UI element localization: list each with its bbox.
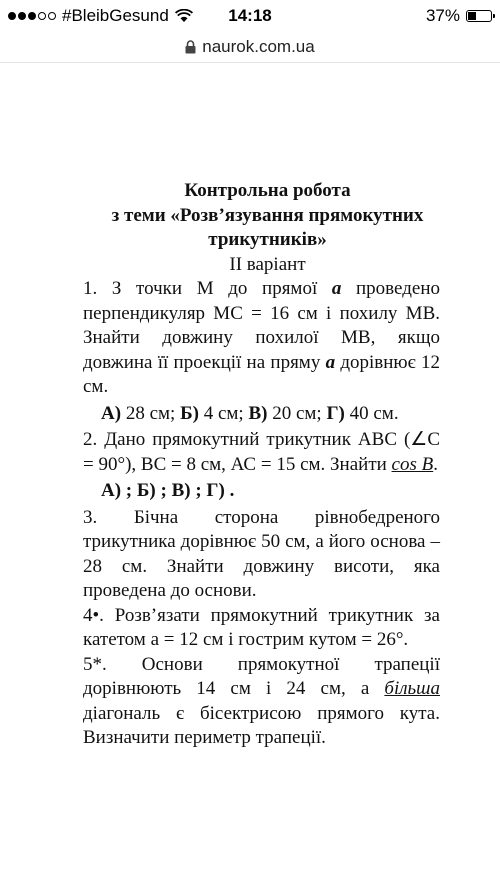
address-bar[interactable]	[0, 32, 500, 63]
wifi-icon	[175, 9, 193, 23]
larger-term: більша	[384, 678, 440, 699]
title-line: трикутників»	[208, 229, 327, 250]
clock: 14:18	[228, 6, 272, 25]
status-right	[426, 6, 492, 26]
line-a-symbol: a	[325, 351, 336, 373]
battery-icon	[466, 10, 492, 22]
question-5: 5*. Основи прямокутної трапеції дорівнюють 14 см і 24 см, а більша діагональ є бісектрисою прямого кута. Визначити периметр трапеції.	[83, 653, 440, 748]
variant-label: ІІ варіант	[229, 253, 306, 275]
cos-b-term: cos B	[391, 453, 434, 475]
battery-fill	[468, 12, 476, 20]
document-page	[0, 179, 500, 751]
title-line: Контрольна робота	[184, 180, 351, 201]
line-a-symbol: a	[331, 278, 342, 299]
status-bar	[0, 0, 500, 32]
question-1-options: А) 28 см; Б) 4 см; В) 20 см; Г) 40 см.	[101, 402, 399, 424]
question-3: 3. Бічна сторона рівнобедреного трикутника дорівнює 50 см, а його основа – 28 см. Знайти довжину висоти, яка проведена до основи.	[83, 506, 440, 601]
question-2: 2. Дано прямокутний трикутник АВС (∠С = 90°), ВС = 8 см, АС = 15 см. Знайти cos B.	[83, 429, 440, 475]
question-2-options: А) ; Б) ; В) ; Г) .	[101, 480, 235, 501]
battery-percent: 37%	[425, 6, 460, 25]
document-title	[95, 179, 440, 253]
status-left	[8, 6, 193, 26]
question-4: 4•. Розв’язати прямокутний трикутник за катетом а = 12 см і гострим кутом = 26°.	[83, 604, 440, 650]
signal-strength-icon	[8, 12, 56, 20]
title-line: з теми «Розв’язування прямокутних	[111, 204, 424, 226]
carrier-name: #BleibGesund	[62, 6, 169, 25]
lock-icon	[185, 40, 196, 54]
question-1: 1. З точки М до прямої a проведено перпендикуляр МС = 16 см і похилу МВ. Знайти довжину похилої МВ, якщо довжина її проекції на пряму a дорівнює 12 см.	[83, 278, 440, 397]
url-text: naurok.com.ua	[202, 37, 315, 56]
